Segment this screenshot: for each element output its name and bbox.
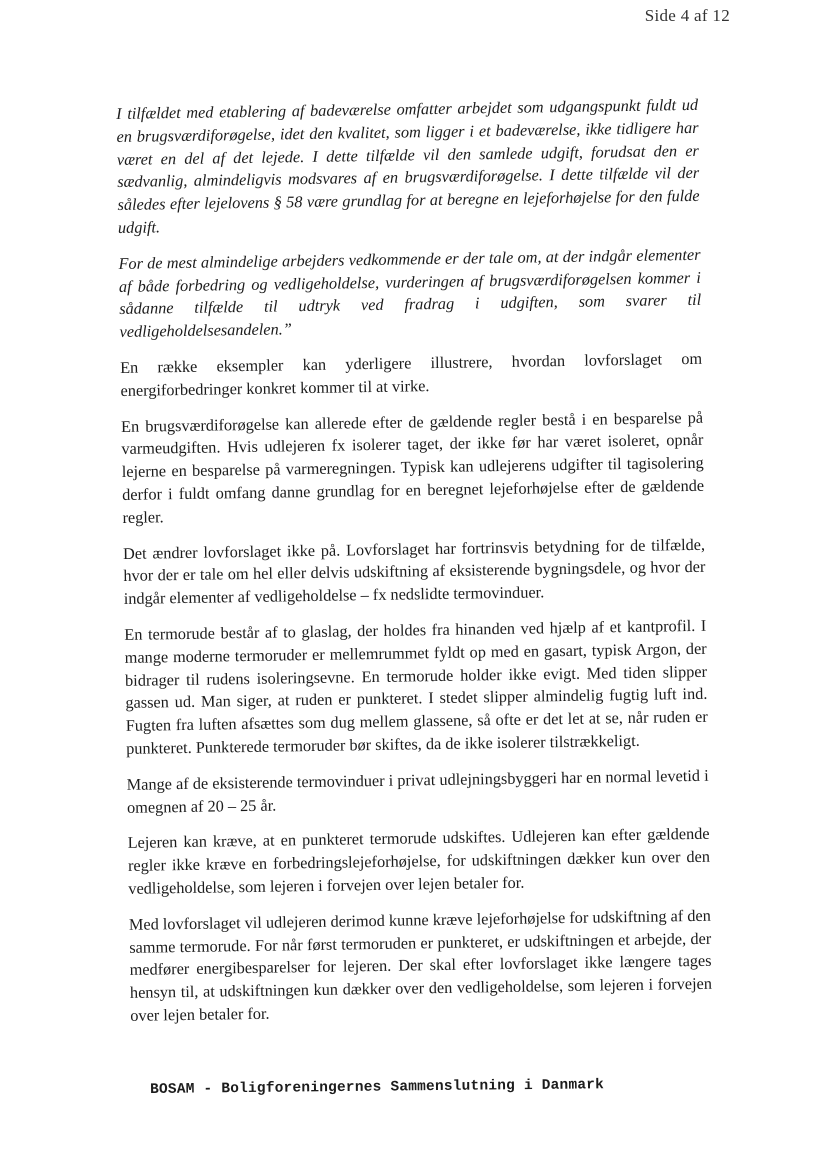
quoted-paragraph: For de mest almindelige arbejders vedkommende er der tale om, at der indgår elementer af både forbedring og vedligeholdelse, vurderingen af brugsværdiforøgelsen kommer i sådanne tilfælde til udtryk ved fradrag i udgiften, som svarer til vedligeholdelsesandelen.”: [118, 244, 702, 342]
paragraph: En række eksempler kan yderligere illustrere, hvordan lovforslaget om energiforbedringer konkret kommer til at virke.: [120, 348, 703, 400]
paragraph: Det ændrer lovforslaget ikke på. Lovforslaget har fortrinsvis betydning for de tilfælde, hvor der er tale om hel eller delvis udskiftning af eksisterende bygningsdele, og hvor der indgår elementer af vedligeholdelse – fx nedslidte termovinduer.: [122, 534, 706, 609]
paragraph: En termorude består af to glaslag, der holdes fra hinanden ved hjælp af et kantprofil. I mange moderne termoruder er mellemrummet fyldt op med en gasart, typisk Argon, der bidrager til rudens isoleringsevne. En termorude holder ikke evigt. Med tiden slipper gassen ud. Man siger, at ruden er punkteret. I stedet slipper almindelig fugtig luft ind. Fugten fra luften afsættes som dug mellem glassene, så ofte er det let at se, når ruden er punkteret. Punkterede termoruder bør skiftes, da de ikke isolerer tilstrækkeligt.: [124, 615, 708, 758]
footer-organization-name: BOSAM - Boligforeningernes Sammenslutning i Danmark: [150, 1077, 605, 1098]
paragraph: Lejeren kan kræve, at en punkteret termorude udskiftes. Udlejeren kan efter gældende regler ikke kræve en forbedringslejeforhøjelse, for udskiftningen dækker kun over den vedligeholdelse, som lejeren i forvejen over lejen betaler for.: [127, 824, 711, 898]
document-body: [116, 94, 713, 1041]
page-number: Side 4 af 12: [644, 6, 730, 25]
quoted-paragraph: I tilfældet med etablering af badeværelse omfatter arbejdet som udgangspunkt fuldt ud en brugsværdiforøgelse, idet den kvalitet, som ligger i et badeværelse, ikke tidligere har været en del af det lejede. I dette tilfælde vil den samlede udgift, forudsat den er sædvanlig, almindeligvis modsvares af en brugsværdiforøgelse. I dette tilfælde vil der således efter lejelovens § 58 være grundlag for at beregne en lejeforhøjelse for den fulde udgift.: [116, 94, 700, 237]
paragraph: Mange af de eksisterende termovinduer i privat udlejningsbyggeri har en normal levetid i omegnen af 20 – 25 år.: [126, 765, 709, 817]
paragraph: Med lovforslaget vil udlejeren derimod kunne kræve lejeforhøjelse for udskiftning af den samme termorude. For når først termoruden er punkteret, er udskiftningen et arbejde, der medfører energibesparelser for lejeren. Der skal efter lovforslaget ikke længere tages hensyn til, at udskiftningen kun dækker over den vedligeholdelse, som lejeren i forvejen over lejen betaler for.: [128, 905, 713, 1025]
paragraph: En brugsværdiforøgelse kan allerede efter de gældende regler bestå i en besparelse på varmeudgiften. Hvis udlejeren fx isolerer taget, der ikke før har været isoleret, opnår lejerne en besparelse på varmeregningen. Typisk kan udlejerens udgifter til tagisolering derfor i fuldt omfang danne grundlag for en beregnet lejeforhøjelse efter de gældende regler.: [120, 407, 705, 527]
